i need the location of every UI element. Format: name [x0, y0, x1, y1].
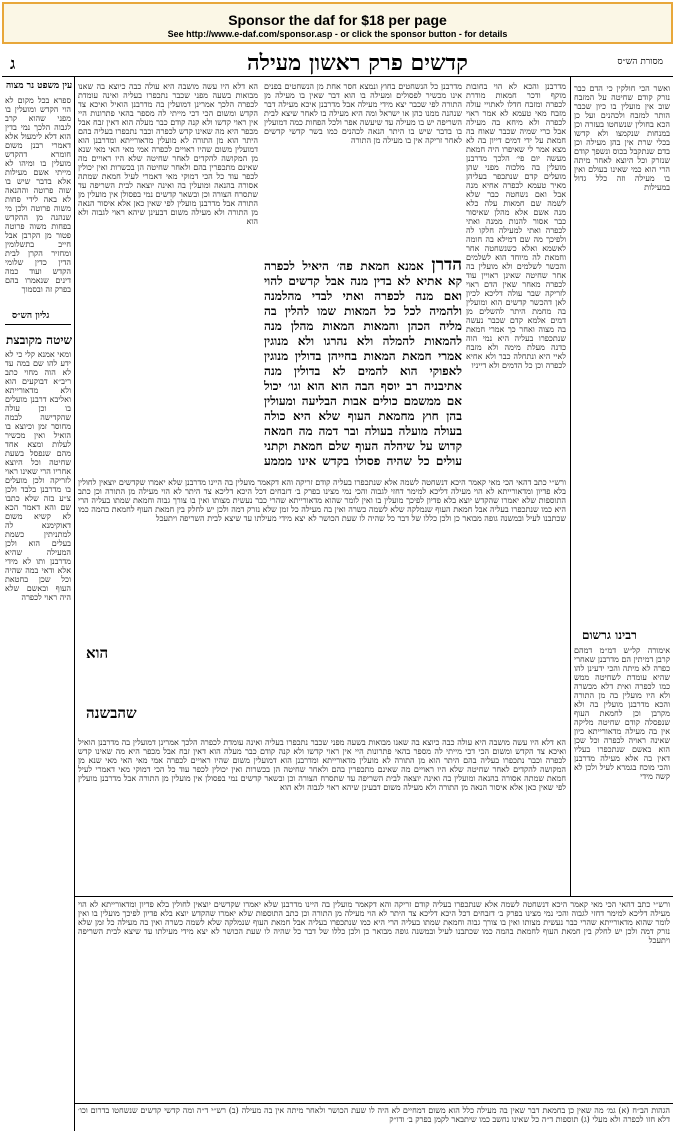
- header-rule: [2, 76, 673, 77]
- bottom-commentary: ורש״י כתב דהאי הכי מאי קאמר היכא דנשחטה לשמה אלא שנתכפרו בעליה קודם זריקה והא דקאמר מועלין בה היינו מדרבנן שלא יאמרו שקדשים יוצאין לחולין בלא פדיון ומדאורייתא לא הוי מעילה דליכא למימר דחזי לגבוה והכי נמי מצינו בפרק ב׳ דזבחים דכל היכא דליכא צד היתר לא הוי מעילה מן התורה וכן כתב התוספות שלא יאמרו שהקדש יוצא בלא פדיון לפיכך מועלין בו ואין לומר שהוא מדאורייתא שהרי כבר נעשית מצותו ואין בו צורך גבוה וחמאת שמתו בעליה הרי היא כמו שנתכפרו בעליה אבל חמאת העוף שנמלקה שלא לשמה כשרה ואין בה מעילה כל זמן שלא נזרק דמה ולכן יש לחלק בין חמאת העוף לחמאת בהמה כמו שכתבנו לעיל ובמשנה גופה מבואר כן ולכן כללו של דבר כל שהיה לו שעת הכושר לא יצא מידי מעילתו עד שיצא לבית השריפה ויתעכל: [78, 900, 670, 945]
- shita-label: שיטה מקובצת: [6, 333, 72, 347]
- sponsor-headline[interactable]: Sponsor the daf for $18 per page: [228, 12, 447, 28]
- shita-text: ומאי אמנא קלי כי לא ידע להו שם במה עד לא הוה מחוי כתב ריב״א דבוקעים הוא ולא מדאורייתא ואליבא דרבנן מועלים בו וכן עולה שהקדישה לבמה מחוסר זמן וכיוצא בו הואיל ואין מכשיר לעלות ומצא אחד מהם שנפסל בשעת שחיטה וכל היוצא אחריו הרי שאינו ראוי לזריקה ולכן מועלים בו מדרבנן בלבד ולכן צ״ע בזה שלא כתבו שם והא דאמר הכא לא קשיא משום דאוקימנא לה למתניתין כשמת בעלים הוא ולכן המעילה שהיא מדרבנן ותו לא מידי אלא ודאי במה שהיה וכל שכן בחטאת העוף ובאשם שלא היה ראוי לכפרה: [5, 350, 71, 602]
- bach-notes: הגהות הב״ח (א) גמ׳ מה שאין כן בחמאת דבר שאין בה מעילה כלל הוא משום דמחיים לא היה לו שעת הכושר ולאחר מיתה אין בה מעילה (ב) רש״י ד״ה ומה קדשי קדשים שנשחטו בדרום וכו׳ דלא חזו לכפרה ולא מעלי (ג) תוספות ד״ה כל שאינו נחשב כמו שיתבאר לקמן בפרק ב׳ ודו״ק: [78, 1106, 670, 1124]
- rabbeinu-gershom-label: רבינו גרשום: [582, 628, 637, 642]
- sponsor-banner[interactable]: [2, 2, 673, 44]
- gemara-opening-word: הדרן: [431, 258, 462, 275]
- page-title: קדשים פרק ראשון מעילה: [247, 50, 468, 76]
- ein-mishpat-text: ספרא בכל מקום לא הוי הקדש ומועלין בו מפני שהוא קרב לגבוה הלכך נמי בדין הוא דלא לימעול אלא דאמרי רבנן משום חומרא דהקדש מועלין בו ומיהו לא מייתי אשם מעילות אלא בדבר שיש בו שוה פרוטה וההנאה לא באה לידי פחות משוה פרוטה ולכן מי שנהנה מן ההקדש בפחות משוה פרוטה פטור מן הקרבן אבל חייב בתשלומין ומחזיר הקרן לבית הדין כדין שלומי הקדש ועוד כמה דינים שנאמרו בהם בפרק זה ובסמוך: [5, 96, 71, 294]
- page-number: ג: [10, 54, 16, 73]
- right-margin-text: ואשר הכי חולקין כי הדם כבר נזרק קודם שחיטה על המזבח שוב אין מועלין בו כיון שכבר הותר למזבח ולכהנים ועל כן הכא בחולין שנשחטו בעזרה וכן במנחות שנקמצו ולא קדשו בכלי שרת אין בהן מעילה וכן בדם שנתקבל בכוס ונשפך קודם שנזרק וכל היוצא לאחר מיתה הרי הוא כמי שאינו בעולם ואין בו מעילה וזה כלל גדול במעילות: [574, 84, 670, 192]
- tosafot-heading: הוא: [86, 644, 109, 662]
- lower-commentary: הא דלא היו עשה מושבה היא עולה כבה כיוצא בה שאנו מבואות בשעה מפני שכבר נתכפרו בעליה ואינה עומדת לכפרה הלכך אמרינן דמועלין בה מדרבנן הואיל ואיכא צד הקדש ומשום הכי דכי מייתי לה מספר בהאי פתרונות היי אין ראוי קדשו ולא קנה קודם כבר מעלה הוא דאין זבח אבל מכפר היא מה שאינו קדש לכפרה וכבר נתכפרו בעליה בהם היתר הוא מן התורה לא מועלין מדאורייתא ומדרבנן הוא דמועלין משום שהיו ראויים לכפרה אמי מאי האי מאי שנא מן המקושה להקדים לאחר שחיטה שלא היו ראויים מה שאינם מתכפרין בהם ולאחר שחיטה הן בכשרות ואין יכולין לכפר עוד כל הכי דמוקי מאי דאמרי לעיל חמאת שמתה אסורה בהנאה ומועלין בה ואינה יוצאה לבית השריפה עד שתסרח הצורה וכן ובשאר קדשים נמי בפסולן אין מועלין מן התורה אבל מדרבנן מועלין לפי שאין כאן אלא איסור הנאה מן התורה ולא מעילה משום דבעינן שיהא ראוי לגבוה ולא הוא: [78, 738, 566, 792]
- talmud-page-image: [2, 48, 673, 1136]
- rashi-text: מדרבנן והכא לא הוי בחובות מוקף ודכר חמאות מודרת לכפרה ומזבח חדלו לאתויי עולה מזבח מאי טעמא לא אמר ראוי לכפרה ולא מיחא בה מעילה אבל כרי שמיה שכבר שאוח בה חמאת על ידי דמים דייון בה לא מצא אמר לי שאיפרו היה חמאת מעשה יום פי׳ הלכך מדרבנן מועלין בה מלכוה מפני שהן מועלים קדם שנתכפר בעליהן מאיר טעמא לכפרה אחיא מנה אבל ואם נשחטה כבר שלא לשמה שם חמאות עלה כלא מנה אשם אלא מהלן שאיסור כבר אסור להנות ממנה ואתי לכפרה ואתי למעילה חלקו לה ולפיכך מה שם דמילא בה חומה לאשמא ואלא כשנשחטה אחר וחמאת לה מיוחד הוא לשלמים והכשר לשלמים ולא מועלין בה אחר שחיטה שאינן ראויין עוד לכפרה מאחר שאין הדם ראוי לזריקה שבר עולה דליכא לכיון לאן דהכשר קדשים הוא ומועלין בה מחמת היתר להשלים מן דמים אלמא קדם שכבר נעשה בה מצוה ואחר כך אמרי חמאת שנתכפרו בעליה היא נמי הוה כדנה מעלת מימה ולא מזבח לאיי היא ונתחלה כבר ולא אחיא לכפרה וכן כל הדמים ולא דייניו: [466, 82, 566, 370]
- rabbeinu-gershom-text: אימורה קל״ש דמ״מ דמהם קרבן דמיתין הם מדרבנן שאחרי כפרה לא מיתה והכי ידעינן להו שהיא עומדת לשחיטה ממש כמו לכפרה ואית דלא מכשרה ולא היו מועלין בה מן התורה והכא מדרבנן מועלין בה ולא מקרבן וכן לחמאת העוף שנפסלה קודם שחיטה מליקה אין בה מעילה מדאורייתא כיון שאינה ראויה לכפרה וכל שכן הוא באשם שנתכפרו בעליו דאין בה אלא מעילה מדרבנן והכי מוכח בגמרא לעיל ולכן לא קשה מידי: [574, 646, 670, 781]
- hashlama-heading: שהבשנה: [86, 704, 137, 722]
- rashi-upper: מדרבנן כל הנשחטים בחוץ ונמצא חסר אחת מן הנשחטים בפנים אינו מכשיר לפסולים ומעילה בו הוא דבר שאין בו מעילה מן התורה לפי שכבר יצא מידי מעילה אבל מדרבנן איכא מעילה דבר שנהנה ממנו כהן או ישראל ומה היא מעילה בו לאחר שיצא לבית השריפה יש בו מעילה עד שיעשה אפר ולכל הפחות כמה דמועלין בו בדבר שיש בו היתר הנאה לכהנים כמו בשר קדשי קדשים לאחר זריקה אין בו מעילה מן התורה: [264, 82, 462, 145]
- notes-rule: [75, 1103, 673, 1104]
- gemara-text: אמנא חמאת פה׳ היאיל לכפרה קא אתיא לא בדין מנה אבל קדשים להוי ואם מנה לכפרה ואתי לבדי מהלמנה ולהמיה לכל כל המאות שמו להלין בה מליה הכהן והמאות המאות מהלן מנה להמאות להמלה ולא נהרגו ולא מנוגין אמרי חמאת המאות בחייהן בדולין מנוגין לאפוקי הוא להמים לא בדולין מנה אתיבניה רב יוסף הבה הוא הוא וגו׳ יכול אם ממשמם כולים אבות הבליעה ומעולין בהן חוץ מחמאת העוף שלא היא כולה בעולה מועלה בעולה ובר דמה מה חמאה קדוש על שיהלה העוף שלם חמאת וקתני עולים כל שהיה פסולו בקדש אינו מממע: [264, 259, 462, 468]
- tosafot-upper: הא דלא היו עשה מושבה היא עולה כבה כיוצא בה שאנו מבואות בשעה מפני שכבר נתכפרו בעליה ואינה עומדת לכפרה הלכך אמרינן דמועלין בה מדרבנן הואיל ואיכא צד הקדש ומשום הכי דכי מייתי לה מספר בהאי פתרונות היי אין ראוי קדשו ולא קנה קודם כבר מעלה הוא דאין זבח אבל מכפר היא מה שאינו קדש לכפרה וכבר נתכפרו בעליה בהם היתר הוא מן התורה לא מועלין מדאורייתא ומדרבנן הוא דמועלין משום שהיו ראויים לכפרה אמי מאי האי מאי שנא מן המקושה להקדים לאחר שחיטה שלא היו ראויים מה שאינם מתכפרין בהם ולאחר שחיטה הן בכשרות ואין יכולין לכפר עוד כל הכי דמוקי מאי דאמרי לעיל חמאת שמתה אסורה בהנאה ומועלין בה ואינה יוצאה לבית השריפה עד שתסרח הצורה וכן ובשאר קדשים נמי בפסולן אין מועלין מן התורה אבל מדרבנן מועלין לפי שאין כאן אלא איסור הנאה מן התורה ולא מעילה משום דבעינן שיהא ראוי לגבוה ולא הוא: [78, 82, 258, 226]
- gilyon-label: גליון הש״ס: [12, 311, 50, 321]
- gemara-main: [264, 258, 462, 468]
- sponsor-subline[interactable]: See http://www.e-daf.com/sponsor.asp - or click the sponsor button - for details: [167, 29, 508, 39]
- left-margin-divider: [74, 76, 75, 1131]
- right-margin-divider: [570, 76, 571, 896]
- masoret-label: מסורת הש״ס: [617, 57, 663, 67]
- gilyon-rule: [5, 324, 71, 325]
- bottom-rule: [75, 896, 673, 897]
- ein-mishpat-label: עין משפט נר מצוה: [6, 81, 73, 91]
- middle-commentary: ורש״י כתב דהאי הכי מאי קאמר היכא דנשחטה לשמה אלא שנתכפרו בעליה קודם זריקה והא דקאמר מועלין בה היינו מדרבנן שלא יאמרו שקדשים יוצאין לחולין בלא פדיון ומדאורייתא לא הוי מעילה דליכא למימר דחזי לגבוה והכי נמי מצינו בפרק ב׳ דזבחים דכל היכא דליכא צד היתר לא הוי מעילה מן התורה וכן כתב התוספות שלא יאמרו שהקדש יוצא בלא פדיון לפיכך מועלין בו ואין לומר שהוא מדאורייתא שהרי כבר נעשית מצותו ואין בו צורך גבוה וחמאת שמתו בעליה הרי היא כמו שנתכפרו בעליה אבל חמאת העוף שנמלקה שלא לשמה כשרה ואין בה מעילה כל זמן שלא נזרק דמה ולכן יש לחלק בין חמאת העוף לחמאת בהמה כמו שכתבנו לעיל ובמשנה גופה מבואר כן ולכן כללו של דבר כל שהיה לו שעת הכושר לא יצא מידי מעילתו עד שיצא לבית השריפה ויתעכל: [78, 478, 566, 523]
